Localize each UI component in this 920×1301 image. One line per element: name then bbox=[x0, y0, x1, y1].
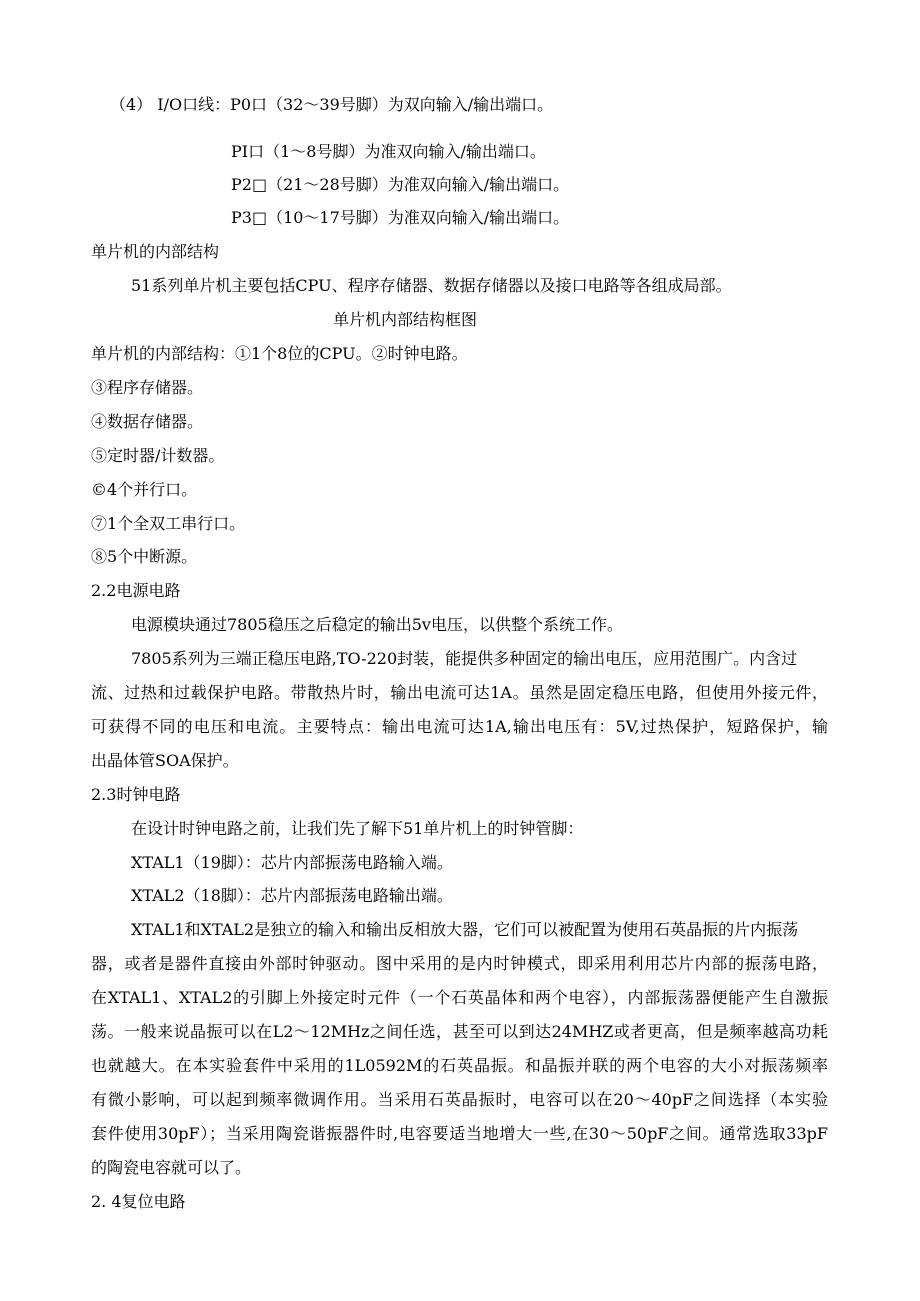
power-paragraph-2-line: 7805系列为三端正稳压电路,TO-220封装，能提供多种固定的输出电压，应用范围广。内含过 bbox=[131, 649, 798, 668]
power-paragraph-2-line: 流、过热和过载保护电路。带散热片时，输出电流可达1A。虽然是固定稳压电路，但使用外接元件， bbox=[91, 683, 828, 702]
xtal1-line: XTAL1（19脚）：芯片内部振荡电路输入端。 bbox=[131, 853, 453, 872]
clock-intro: 在设计时钟电路之前，让我们先了解下51单片机上的时钟管脚： bbox=[131, 819, 584, 838]
internal-structure-heading: 单片机的内部结构 bbox=[91, 242, 220, 261]
section-heading-2-3: 2.3时钟电路 bbox=[91, 785, 181, 804]
section-heading-2-2: 2.2电源电路 bbox=[91, 581, 181, 600]
clock-paragraph-line: 套件使用30pF）；当采用陶瓷谐振器件时,电容要适当地增大一些,在30～50pF之间。通常选取33pF bbox=[91, 1124, 828, 1143]
list-item: ⑦1个全双工串行口。 bbox=[91, 514, 246, 533]
power-paragraph-2-line: 可获得不同的电压和电流。主要特点：输出电流可达1A,输出电压有：5V,过热保护，短路保护，输 bbox=[91, 717, 828, 736]
list-item: ⑤定时器/计数器。 bbox=[91, 446, 225, 465]
clock-paragraph-line: 也就越大。在本实验套件中采用的1L0592M的石英晶振。和晶振并联的两个电容的大小对振荡频率 bbox=[91, 1056, 828, 1075]
internal-structure-list: 单片机的内部结构：①1个8位的CPU。②时钟电路。 bbox=[91, 344, 468, 363]
clock-paragraph-line: 器，或者是器件直接由外部时钟驱动。图中采用的是内时钟模式，即采用利用芯片内部的振荡电路， bbox=[91, 954, 828, 973]
clock-paragraph-line: 荡。一般来说晶振可以在L2～12MHz之间任选，甚至可以到达24MHZ或者更高，但是频率越高功耗 bbox=[91, 1022, 828, 1041]
p1-port-line: PI口（1～8号脚）为准双向输入/输出端口。 bbox=[231, 142, 546, 161]
xtal2-line: XTAL2（18脚）：芯片内部振荡电路输出端。 bbox=[131, 886, 453, 905]
figure-caption: 单片机内部结构框图 bbox=[333, 310, 478, 329]
list-item: ⑧5个中断源。 bbox=[91, 547, 198, 566]
series51-intro: 51系列单片机主要包括CPU、程序存储器、数据存储器以及接口电路等各组成局部。 bbox=[131, 276, 732, 295]
list-item: ③程序存储器。 bbox=[91, 378, 204, 397]
list-item: ©4个并行口。 bbox=[91, 480, 198, 499]
p3-port-line: P3□（10～17号脚）为准双向输入/输出端口。 bbox=[231, 208, 570, 227]
power-paragraph-1: 电源模块通过7805稳压之后稳定的输出5v电压，以供整个系统工作。 bbox=[131, 615, 623, 634]
io-ports-line: （4） I/O口线：P0口（32～39号脚）为双向输入/输出端口。 bbox=[110, 95, 554, 114]
clock-paragraph-line: 有微小影响，可以起到频率微调作用。当采用石英晶振时，电容可以在20～40pF之间选择（本实验 bbox=[91, 1090, 828, 1109]
clock-paragraph-line: XTAL1和XTAL2是独立的输入和输出反相放大器，它们可以被配置为使用石英晶振的片内振荡 bbox=[131, 920, 799, 939]
clock-paragraph-line: 在XTAL1、XTAL2的引脚上外接定时元件（一个石英晶体和两个电容），内部振荡器便能产生自激振 bbox=[91, 988, 828, 1007]
list-item: ④数据存储器。 bbox=[91, 412, 204, 431]
p2-port-line: P2□（21～28号脚）为准双向输入/输出端口。 bbox=[231, 175, 570, 194]
section-heading-2-4: 2. 4复位电路 bbox=[91, 1192, 186, 1211]
power-paragraph-2-line: 出晶体管SOA保护。 bbox=[91, 751, 239, 770]
clock-paragraph-line: 的陶瓷电容就可以了。 bbox=[91, 1158, 252, 1177]
